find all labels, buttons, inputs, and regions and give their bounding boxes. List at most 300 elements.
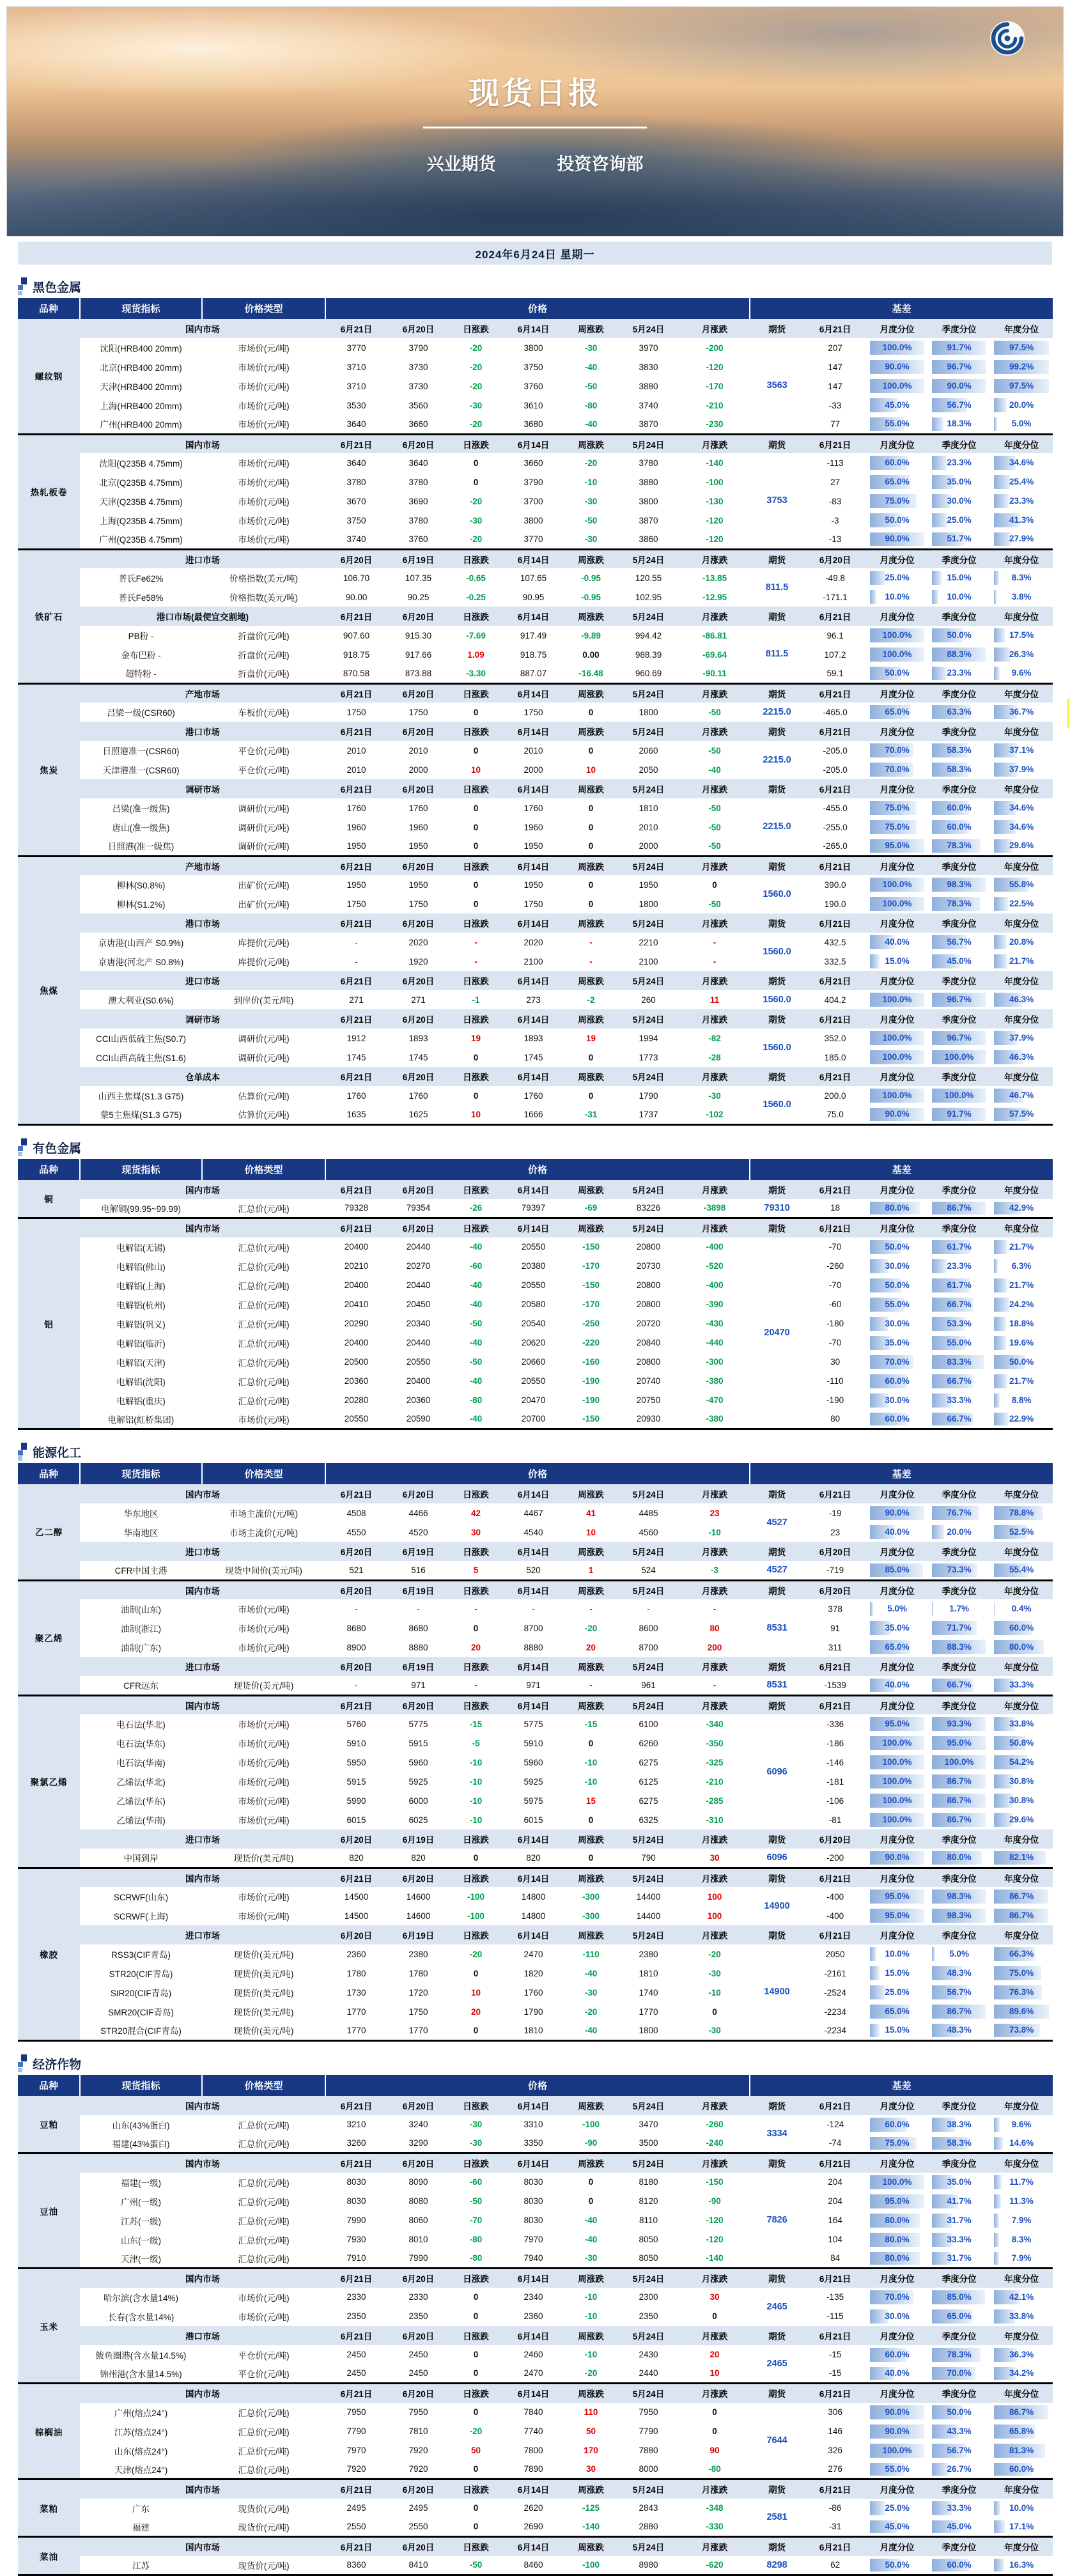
market-label: 港口市场(最便宜交割地) xyxy=(80,607,325,626)
price-cell: 1800 xyxy=(617,702,679,722)
percentile-value: 30.8% xyxy=(1009,1796,1034,1805)
market-label: 国内市场 xyxy=(80,1484,325,1503)
change-cell: - xyxy=(449,1599,502,1618)
percentile-value: 50.0% xyxy=(885,668,909,678)
percentile-bar xyxy=(994,2194,1001,2208)
change-cell: 0 xyxy=(564,1048,617,1067)
price-cell: 3880 xyxy=(617,376,679,396)
percentile-value: 88.3% xyxy=(947,649,971,659)
price-cell: 7890 xyxy=(502,2460,564,2479)
percentile-cell xyxy=(990,2364,1053,2384)
percentile-value: 66.7% xyxy=(947,1414,971,1424)
variety-cell: 聚乙烯 xyxy=(18,1580,80,1695)
percentile-cell xyxy=(928,1333,990,1353)
change-cell: -150 xyxy=(564,1276,617,1295)
column-header: 6月21日 xyxy=(325,2537,387,2556)
percentile-value: 46.3% xyxy=(1009,1052,1034,1062)
percentile-cell xyxy=(866,2288,928,2307)
price-cell: 1760 xyxy=(502,1086,564,1105)
section-title xyxy=(18,1438,1052,1463)
column-header: 6月20日 xyxy=(387,971,449,990)
percentile-cell xyxy=(990,1353,1053,1372)
price-type-cell: 现货价(美元/吨) xyxy=(202,1849,325,1868)
indicator-cell: 蒙5主焦煤(S1.3 G75) xyxy=(80,1105,202,1124)
basis-cell: -2524 xyxy=(804,1983,866,2002)
price-cell: 994.42 xyxy=(617,626,679,645)
percentile-cell xyxy=(928,2230,990,2249)
market-subheader-row xyxy=(18,2326,1053,2345)
column-header: 6月14日 xyxy=(502,549,564,568)
percentile-value: 96.7% xyxy=(947,995,971,1004)
indicator-cell: 普氏Fe62% xyxy=(80,568,202,587)
column-header: 6月20日 xyxy=(387,2537,449,2556)
basis-cell: 84 xyxy=(804,2249,866,2269)
change-cell: -0.65 xyxy=(449,568,502,587)
market-subheader-row xyxy=(18,2537,1053,2556)
price-cell: 971 xyxy=(387,1676,449,1695)
percentile-cell xyxy=(866,1105,928,1124)
column-header: 6月21日 xyxy=(325,1695,387,1714)
percentile-value: 100.0% xyxy=(883,2177,912,2187)
column-header: 周涨跌 xyxy=(564,2096,617,2115)
percentile-cell xyxy=(928,1503,990,1523)
percentile-cell xyxy=(990,933,1053,952)
basis-cell: 18 xyxy=(804,1199,866,1218)
change-cell: 23 xyxy=(679,1503,750,1523)
change-cell: 20 xyxy=(679,2345,750,2364)
percentile-cell xyxy=(866,626,928,645)
column-header: 月涨跌 xyxy=(679,971,750,990)
table-row xyxy=(18,2556,1053,2575)
basis-cell: -190 xyxy=(804,1391,866,1410)
percentile-cell xyxy=(866,1391,928,1410)
column-header: 期货 xyxy=(750,971,804,990)
column-header: 期货 xyxy=(750,549,804,568)
percentile-cell xyxy=(866,1944,928,1964)
change-cell: -60 xyxy=(449,1257,502,1276)
column-header: 周涨跌 xyxy=(564,1542,617,1561)
column-header: 周涨跌 xyxy=(564,971,617,990)
percentile-value: 100.0% xyxy=(883,343,912,352)
change-cell: -30 xyxy=(449,2134,502,2153)
change-cell: - xyxy=(449,952,502,971)
percentile-value: 66.7% xyxy=(947,1376,971,1386)
change-cell: -30 xyxy=(679,1964,750,1983)
basis-cell: -2161 xyxy=(804,1964,866,1983)
price-type-cell: 平仓价(元/吨) xyxy=(202,2345,325,2364)
percentile-cell xyxy=(990,952,1053,971)
price-cell: 2880 xyxy=(617,2518,679,2537)
price-type-header: 价格类型 xyxy=(202,1159,325,1180)
basis-cell: 204 xyxy=(804,2173,866,2192)
price-type-cell: 市场价(元/吨) xyxy=(202,2307,325,2326)
futures-cell: 14900 xyxy=(750,1887,804,1925)
percentile-cell xyxy=(866,1810,928,1829)
change-cell: 0 xyxy=(679,2422,750,2441)
price-cell: 20660 xyxy=(502,1353,564,1372)
column-header: 周涨跌 xyxy=(564,2384,617,2403)
change-cell: -80 xyxy=(679,2460,750,2479)
percentile-value: 31.7% xyxy=(947,2215,971,2225)
indicator-cell: SMR20(CIF青岛) xyxy=(80,2002,202,2021)
percentile-cell xyxy=(990,626,1053,645)
column-header: 日涨跌 xyxy=(449,2269,502,2288)
percentile-value: 29.6% xyxy=(1009,841,1034,850)
percentile-bar xyxy=(870,954,880,968)
column-header: 日涨跌 xyxy=(449,1218,502,1238)
price-cell: 6100 xyxy=(617,1714,679,1734)
market-subheader-row xyxy=(18,1067,1053,1086)
market-subheader-row xyxy=(18,1868,1053,1887)
price-cell: 971 xyxy=(502,1676,564,1695)
column-header: 6月20日 xyxy=(387,856,449,875)
percentile-value: 91.7% xyxy=(947,343,971,352)
percentile-value: 35.0% xyxy=(885,1623,909,1633)
percentile-cell xyxy=(928,2364,990,2384)
price-cell: 90.95 xyxy=(502,587,564,607)
column-header: 6月20日 xyxy=(387,722,449,741)
column-header: 月度分位 xyxy=(866,1009,928,1028)
percentile-value: 31.7% xyxy=(947,2253,971,2263)
percentile-cell xyxy=(928,2499,990,2518)
column-header: 日涨跌 xyxy=(449,434,502,453)
table-row xyxy=(18,1964,1053,1983)
column-header: 期货 xyxy=(750,1580,804,1599)
price-cell: 2380 xyxy=(617,1944,679,1964)
price-cell: 4466 xyxy=(387,1503,449,1523)
percentile-cell xyxy=(928,933,990,952)
column-header: 5月24日 xyxy=(617,1580,679,1599)
basis-cell: 27 xyxy=(804,472,866,492)
column-header: 日涨跌 xyxy=(449,1542,502,1561)
column-header: 日涨跌 xyxy=(449,1925,502,1944)
change-cell: 42 xyxy=(449,1503,502,1523)
column-header: 月度分位 xyxy=(866,913,928,933)
price-type-header: 价格类型 xyxy=(202,1463,325,1484)
price-cell: 3240 xyxy=(387,2115,449,2134)
column-header: 期货 xyxy=(750,319,804,338)
basis-cell: -110 xyxy=(804,1372,866,1391)
column-header: 期货 xyxy=(750,2153,804,2173)
price-cell: 3830 xyxy=(617,357,679,376)
column-header: 6月14日 xyxy=(502,434,564,453)
percentile-cell xyxy=(990,1105,1053,1124)
column-header: 周涨跌 xyxy=(564,1657,617,1676)
price-cell: 14400 xyxy=(617,1906,679,1925)
change-cell: -30 xyxy=(679,2021,750,2040)
change-cell: -80 xyxy=(449,2249,502,2269)
price-type-cell: 汇总价(元/吨) xyxy=(202,1391,325,1410)
column-header: 月度分位 xyxy=(866,2384,928,2403)
indicator-cell: 广州(Q235B 4.75mm) xyxy=(80,530,202,549)
percentile-value: 75.0% xyxy=(885,2138,909,2148)
column-header: 6月21日 xyxy=(804,1657,866,1676)
percentile-cell xyxy=(928,2021,990,2040)
indicator-cell: 福建(一级) xyxy=(80,2173,202,2192)
change-cell: 11 xyxy=(679,990,750,1009)
percentile-cell xyxy=(928,664,990,683)
dept-name: 投资咨询部 xyxy=(557,150,644,175)
price-type-cell: 库提价(元/吨) xyxy=(202,933,325,952)
price-cell: 7880 xyxy=(617,2441,679,2460)
price-type-cell: 市场主流价(元/吨) xyxy=(202,1523,325,1542)
percentile-bar xyxy=(994,954,1007,968)
column-header: 月度分位 xyxy=(866,779,928,798)
change-cell: -10 xyxy=(449,1772,502,1791)
percentile-cell xyxy=(866,1503,928,1523)
price-cell: 6325 xyxy=(617,1810,679,1829)
percentile-value: 11.7% xyxy=(1009,2177,1034,2187)
price-type-cell: 现货中间价(美元/吨) xyxy=(202,1561,325,1580)
percentile-cell xyxy=(990,664,1053,683)
column-header: 年度分位 xyxy=(990,913,1053,933)
change-cell: 0 xyxy=(564,741,617,760)
indicator-cell: 日照港准一(CSR60) xyxy=(80,741,202,760)
price-type-cell: 估算价(元/吨) xyxy=(202,1086,325,1105)
price-cell: 20620 xyxy=(502,1333,564,1353)
percentile-cell xyxy=(990,2134,1053,2153)
percentile-value: 83.3% xyxy=(947,1357,971,1367)
percentile-value: 66.3% xyxy=(1009,1949,1034,1959)
basis-cell: -15 xyxy=(804,2345,866,2364)
basis-cell: 147 xyxy=(804,357,866,376)
price-cell: 7810 xyxy=(387,2422,449,2441)
column-header: 期货 xyxy=(750,1067,804,1086)
column-header: 年度分位 xyxy=(990,2269,1053,2288)
change-cell: -40 xyxy=(564,2211,617,2230)
percentile-value: 65.8% xyxy=(1009,2426,1034,2436)
percentile-value: 30.8% xyxy=(1009,1776,1034,1786)
percentile-value: 90.0% xyxy=(885,1852,909,1862)
percentile-value: 75.0% xyxy=(1009,1968,1034,1978)
column-header: 6月21日 xyxy=(804,2479,866,2499)
basis-cell: 432.5 xyxy=(804,933,866,952)
variety-header: 品种 xyxy=(18,1159,80,1180)
change-cell: 0 xyxy=(449,818,502,837)
percentile-bar xyxy=(994,1240,1007,1254)
price-cell: 6015 xyxy=(502,1810,564,1829)
percentile-cell xyxy=(866,2460,928,2479)
percentile-value: 25.0% xyxy=(885,573,909,582)
percentile-cell xyxy=(990,1906,1053,1925)
column-header: 日涨跌 xyxy=(449,1829,502,1849)
change-cell: -170 xyxy=(679,376,750,396)
change-cell: -3.30 xyxy=(449,664,502,683)
percentile-cell xyxy=(866,1887,928,1906)
price-cell: 7950 xyxy=(325,2403,387,2422)
price-cell: 8680 xyxy=(387,1618,449,1638)
column-header: 6月20日 xyxy=(325,1925,387,1944)
price-cell: 3660 xyxy=(387,415,449,434)
change-cell: -150 xyxy=(564,1410,617,1429)
percentile-value: 30.0% xyxy=(885,1319,909,1328)
price-cell: 3710 xyxy=(325,357,387,376)
percentile-cell xyxy=(928,2173,990,2192)
indicator-cell: 天津港准一(CSR60) xyxy=(80,760,202,779)
percentile-cell xyxy=(990,1983,1053,2002)
percentile-value: 8.3% xyxy=(1012,2235,1032,2244)
column-header: 日涨跌 xyxy=(449,856,502,875)
percentile-cell xyxy=(866,2556,928,2575)
percentile-value: 50.0% xyxy=(947,630,971,640)
table-row xyxy=(18,818,1053,837)
column-header: 年度分位 xyxy=(990,1542,1053,1561)
percentile-cell xyxy=(866,1714,928,1734)
price-cell: 20400 xyxy=(387,1372,449,1391)
column-header: 5月24日 xyxy=(617,1484,679,1503)
percentile-cell xyxy=(928,1849,990,1868)
column-header: 6月20日 xyxy=(804,1829,866,1849)
price-cell: 918.75 xyxy=(325,645,387,664)
price-cell: 917.66 xyxy=(387,645,449,664)
change-cell: -0.95 xyxy=(564,568,617,587)
percentile-cell xyxy=(928,1105,990,1124)
basis-cell: -336 xyxy=(804,1714,866,1734)
basis-cell: -3 xyxy=(804,511,866,530)
column-header: 6月20日 xyxy=(387,319,449,338)
column-header: 月度分位 xyxy=(866,2096,928,2115)
price-cell: 20730 xyxy=(617,1257,679,1276)
percentile-cell xyxy=(928,1372,990,1391)
change-cell: -0.25 xyxy=(449,587,502,607)
percentile-bar xyxy=(932,667,947,680)
column-header: 月涨跌 xyxy=(679,2269,750,2288)
change-cell: -390 xyxy=(679,1295,750,1314)
change-cell: -50 xyxy=(679,741,750,760)
column-header: 6月21日 xyxy=(325,2326,387,2345)
table-row xyxy=(18,894,1053,913)
column-header: 月涨跌 xyxy=(679,2537,750,2556)
indicator-cell: 广州(一级) xyxy=(80,2192,202,2211)
change-cell: -250 xyxy=(564,1314,617,1333)
percentile-cell xyxy=(990,837,1053,856)
column-header: 6月21日 xyxy=(804,856,866,875)
basis-cell: -70 xyxy=(804,1333,866,1353)
price-cell: 520 xyxy=(502,1561,564,1580)
price-cell: 273 xyxy=(502,990,564,1009)
price-cell: 20290 xyxy=(325,1314,387,1333)
price-type-cell: 汇总价(元/吨) xyxy=(202,2230,325,2249)
percentile-cell xyxy=(866,1372,928,1391)
column-header: 6月14日 xyxy=(502,1218,564,1238)
market-label: 国内市场 xyxy=(80,1580,325,1599)
section-title xyxy=(18,2049,1052,2075)
price-cell: 5960 xyxy=(387,1753,449,1772)
column-header: 6月14日 xyxy=(502,1829,564,1849)
basis-cell: 276 xyxy=(804,2460,866,2479)
price-cell: 4467 xyxy=(502,1503,564,1523)
section-title-label: 经济作物 xyxy=(33,2055,81,2072)
price-cell: 2495 xyxy=(387,2499,449,2518)
price-cell: 1800 xyxy=(617,894,679,913)
basis-cell: 378 xyxy=(804,1599,866,1618)
change-cell: 0 xyxy=(449,2307,502,2326)
market-subheader-row xyxy=(18,1829,1053,1849)
percentile-value: 90.0% xyxy=(885,2407,909,2417)
percentile-cell xyxy=(990,530,1053,549)
price-type-cell: 现货价(美元/吨) xyxy=(202,1676,325,1695)
price-cell: 1994 xyxy=(617,1028,679,1048)
percentile-value: 90.0% xyxy=(885,362,909,371)
change-cell: -150 xyxy=(564,1238,617,1257)
futures-cell: 1560.0 xyxy=(750,1028,804,1067)
change-cell: -3898 xyxy=(679,1199,750,1218)
change-cell: -20 xyxy=(564,2002,617,2021)
change-cell: -30 xyxy=(564,530,617,549)
price-cell: 7790 xyxy=(617,2422,679,2441)
price-cell: 1750 xyxy=(387,2002,449,2021)
percentile-value: 10.0% xyxy=(947,592,971,601)
percentile-value: 99.2% xyxy=(1009,362,1034,371)
change-cell: -1 xyxy=(449,990,502,1009)
indicator-header: 现货指标 xyxy=(80,1463,202,1484)
change-cell: -210 xyxy=(679,1772,750,1791)
price-cell: 1760 xyxy=(387,798,449,818)
price-cell: 5775 xyxy=(502,1714,564,1734)
price-cell: 2330 xyxy=(387,2288,449,2307)
percentile-cell xyxy=(990,1772,1053,1791)
percentile-value: 52.5% xyxy=(1009,1527,1034,1537)
percentile-value: 60.0% xyxy=(947,822,971,832)
market-subheader-row xyxy=(18,434,1053,453)
change-cell: - xyxy=(449,1676,502,1695)
percentile-cell xyxy=(928,1561,990,1580)
change-cell: -10 xyxy=(449,1753,502,1772)
percentile-cell xyxy=(866,2518,928,2537)
price-cell: 14400 xyxy=(617,1887,679,1906)
percentile-cell xyxy=(990,1048,1053,1067)
indicator-cell: 乙烯法(华东) xyxy=(80,1791,202,1810)
price-type-cell: 市场主流价(元/吨) xyxy=(202,1503,325,1523)
change-cell: -40 xyxy=(564,357,617,376)
column-header: 6月20日 xyxy=(387,2269,449,2288)
indicator-cell: 电解铝(虹桥集团) xyxy=(80,1410,202,1429)
percentile-cell xyxy=(990,453,1053,472)
percentile-cell xyxy=(928,2211,990,2230)
price-cell: 5975 xyxy=(502,1791,564,1810)
price-cell: 3210 xyxy=(325,2115,387,2134)
change-cell: -10 xyxy=(564,2307,617,2326)
change-cell: -20 xyxy=(449,530,502,549)
percentile-value: 86.7% xyxy=(947,2006,971,2016)
table-row xyxy=(18,2460,1053,2479)
market-label: 进口市场 xyxy=(80,971,325,990)
futures-cell: 4527 xyxy=(750,1503,804,1542)
basis-cell: -180 xyxy=(804,1314,866,1333)
percentile-value: 98.3% xyxy=(947,880,971,889)
price-type-cell: 价格指数(美元/吨) xyxy=(202,568,325,587)
change-cell: -28 xyxy=(679,1048,750,1067)
price-cell: 1820 xyxy=(502,1964,564,1983)
price-cell: 120.55 xyxy=(617,568,679,587)
column-header: 周涨跌 xyxy=(564,856,617,875)
change-cell: 20 xyxy=(449,2002,502,2021)
change-cell: -7.69 xyxy=(449,626,502,645)
variety-cell: 乙二醇 xyxy=(18,1484,80,1580)
change-cell: -110 xyxy=(564,1944,617,1964)
price-cell: 2000 xyxy=(617,837,679,856)
price-cell: 20800 xyxy=(617,1238,679,1257)
basis-cell: 185.0 xyxy=(804,1048,866,1067)
price-cell: 8090 xyxy=(387,2173,449,2192)
table-row xyxy=(18,664,1053,683)
percentile-value: 100.0% xyxy=(883,1033,912,1043)
indicator-header: 现货指标 xyxy=(80,2075,202,2096)
section-bullet-icon xyxy=(18,2054,27,2072)
change-cell: -170 xyxy=(564,1295,617,1314)
change-cell: -310 xyxy=(679,1810,750,1829)
price-cell: 20840 xyxy=(617,1333,679,1353)
